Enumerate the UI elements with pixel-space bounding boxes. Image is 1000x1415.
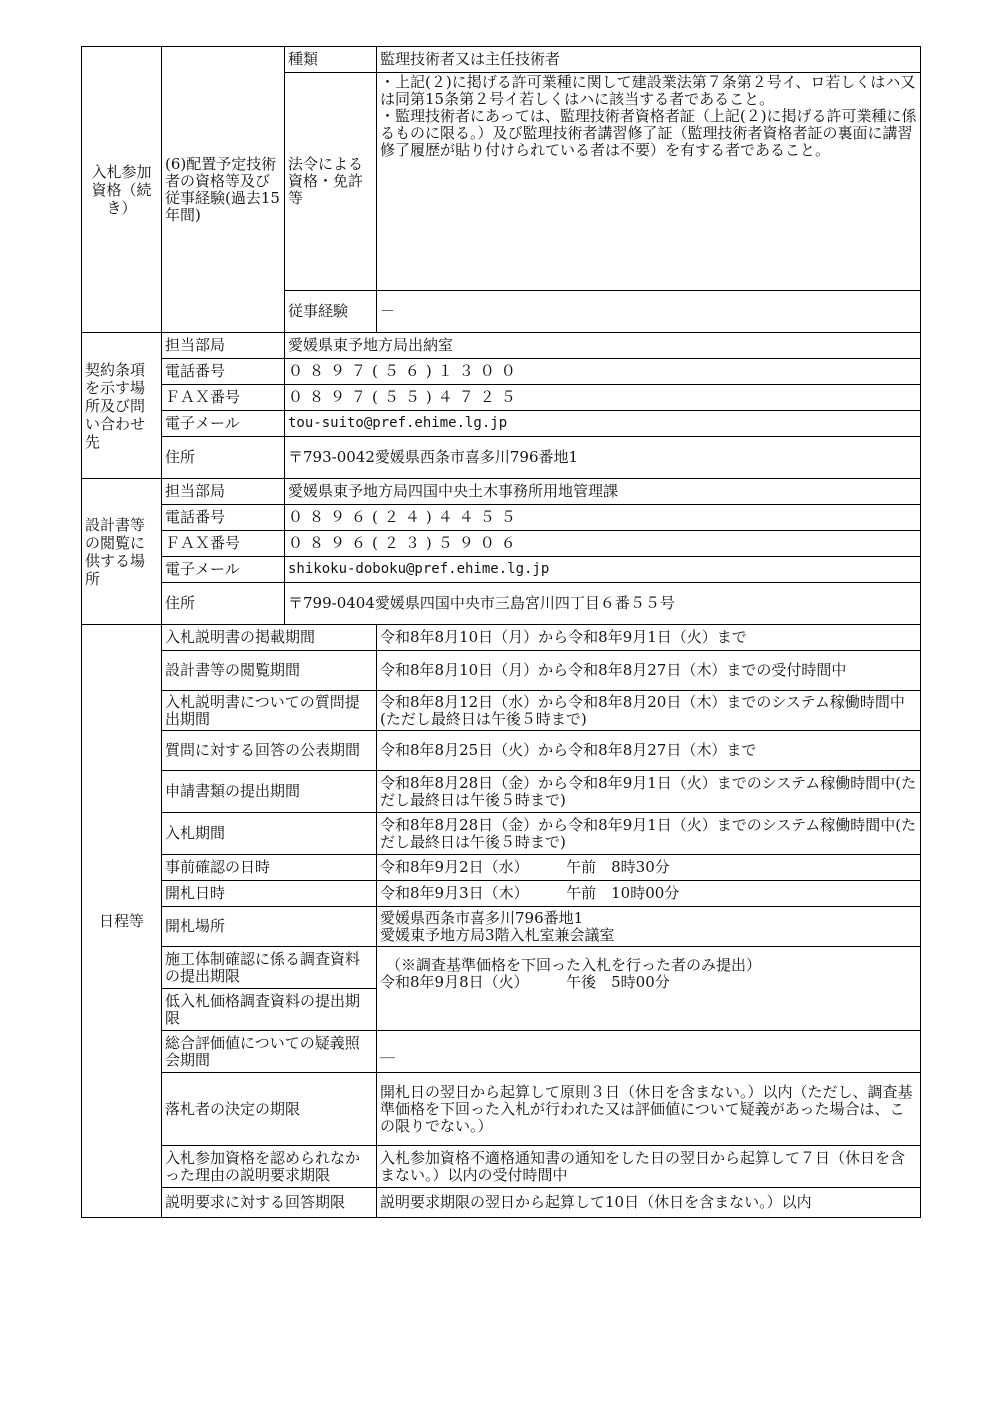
contract-email-label: 電子メール — [162, 411, 285, 437]
experience-label: 従事経験 — [285, 291, 377, 333]
kind-value: 監理技術者又は主任技術者 — [377, 47, 921, 73]
contract-tel-value: ０８９７(５６)１３００ — [285, 359, 921, 385]
schedule-label: 開札日時 — [162, 881, 377, 907]
schedule-label: 入札説明書の掲載期間 — [162, 625, 377, 651]
contract-dept-value: 愛媛県東予地方局出納室 — [285, 333, 921, 359]
contract-fax-label: ＦＡＸ番号 — [162, 385, 285, 411]
design-email-value: shikoku-doboku@pref.ehime.lg.jp — [285, 557, 921, 583]
schedule-label: 質問に対する回答の公表期間 — [162, 731, 377, 771]
schedule-value: 令和8年8月28日（金）から令和8年9月1日（火）までのシステム稼働時間中(ただし最終日は午後５時まで) — [377, 813, 921, 855]
kind-label: 種類 — [285, 47, 377, 73]
license-text-2: ・監理技術者にあっては、監理技術者資格者証（上記(２)に掲げる許可業種に係るものに限る。）及び監理技術者講習修了証（監理技術者資格者証の裏面に講習修了履歴が貼り付けられている者は不要）を有する者であること。 — [380, 107, 917, 159]
design-tel-label: 電話番号 — [162, 505, 285, 531]
schedule-label: 事前確認の日時 — [162, 855, 377, 881]
design-dept-label: 担当部局 — [162, 479, 285, 505]
contract-email-value: tou-suito@pref.ehime.lg.jp — [285, 411, 921, 437]
qualification-item: (6)配置予定技術者の資格等及び従事経験(過去15年間) — [162, 47, 285, 333]
schedule-label: 入札参加資格を認められなかった理由の説明要求期限 — [162, 1146, 377, 1188]
design-email-label: 電子メール — [162, 557, 285, 583]
survey-deadline: 令和8年9月8日（火） 午後 5時00分 — [380, 973, 670, 991]
schedule-value: 令和8年8月25日（火）から令和8年8月27日（木）まで — [377, 731, 921, 771]
schedule-value — [377, 907, 921, 947]
schedule-value: 令和8年8月28日（金）から令和8年9月1日（火）までのシステム稼働時間中(ただし最終日は午後５時まで) — [377, 771, 921, 813]
design-address-value: 〒799-0404愛媛県四国中央市三島宮川四丁目６番５５号 — [285, 583, 921, 625]
schedule-label: 施工体制確認に係る調査資料の提出期限 — [162, 947, 377, 989]
schedule-value: 令和8年9月2日（水） 午前 8時30分 — [377, 855, 921, 881]
section-qualification: 入札参加資格（続き） — [82, 47, 162, 333]
license-label: 法令による資格・免許等 — [285, 73, 377, 291]
survey-deadline-value — [377, 947, 921, 1031]
schedule-label: 開札場所 — [162, 907, 377, 947]
schedule-label: 低入札価格調査資料の提出期限 — [162, 989, 377, 1031]
schedule-value: 説明要求期限の翌日から起算して10日（休日を含まない。）以内 — [377, 1188, 921, 1218]
schedule-value: 令和8年8月12日（水）から令和8年8月20日（木）までのシステム稼働時間中(ただし最終日は午後５時まで) — [377, 691, 921, 731]
survey-note: （※調査基準価格を下回った入札を行った者のみ提出） — [386, 956, 762, 974]
contract-dept-label: 担当部局 — [162, 333, 285, 359]
bid-opening-room: 愛媛東予地方局3階入札室兼会議室 — [380, 925, 615, 944]
section-contract-contact: 契約条項を示す場所及び問い合わせ先 — [82, 333, 162, 479]
bid-opening-address: 愛媛県西条市喜多川796番地1 — [380, 908, 584, 927]
tender-info-table — [81, 46, 921, 1218]
experience-value: － — [377, 291, 921, 333]
schedule-label: 総合評価値についての疑義照会期間 — [162, 1031, 377, 1073]
schedule-value: 令和8年8月10日（月）から令和8年8月27日（木）までの受付時間中 — [377, 651, 921, 691]
license-value — [377, 73, 921, 291]
contract-address-label: 住所 — [162, 437, 285, 479]
schedule-label: 入札説明書についての質問提出期間 — [162, 691, 377, 731]
section-design-viewing: 設計書等の閲覧に供する場所 — [82, 479, 162, 625]
contract-tel-label: 電話番号 — [162, 359, 285, 385]
contract-fax-value: ０８９７(５５)４７２５ — [285, 385, 921, 411]
design-tel-value: ０８９６(２４)４４５５ — [285, 505, 921, 531]
section-schedule: 日程等 — [82, 625, 162, 1218]
license-text-1: ・上記(２)に掲げる許可業種に関して建設業法第７条第２号イ、ロ若しくはハ又は同第15条第２号イ若しくはハに該当する者であること。 — [380, 73, 916, 108]
schedule-label: 入札期間 — [162, 813, 377, 855]
design-fax-value: ０８９６(２３)５９０６ — [285, 531, 921, 557]
design-fax-label: ＦＡＸ番号 — [162, 531, 285, 557]
design-dept-value: 愛媛県東予地方局四国中央土木事務所用地管理課 — [285, 479, 921, 505]
schedule-label: 申請書類の提出期間 — [162, 771, 377, 813]
schedule-label: 設計書等の閲覧期間 — [162, 651, 377, 691]
schedule-value: 令和8年9月3日（木） 午前 10時00分 — [377, 881, 921, 907]
contract-address-value: 〒793-0042愛媛県西条市喜多川796番地1 — [285, 437, 921, 479]
schedule-label: 落札者の決定の期限 — [162, 1073, 377, 1146]
design-address-label: 住所 — [162, 583, 285, 625]
schedule-value: 令和8年8月10日（月）から令和8年9月1日（火）まで — [377, 625, 921, 651]
schedule-value: 開札日の翌日から起算して原則３日（休日を含まない。）以内（ただし、調査基準価格を下回った入札が行われた又は評価値について疑義があった場合は、この限りでない。） — [377, 1073, 921, 1146]
schedule-label: 説明要求に対する回答期限 — [162, 1188, 377, 1218]
schedule-value: 入札参加資格不適格通知書の通知をした日の翌日から起算して７日（休日を含まない。）以内の受付時間中 — [377, 1146, 921, 1188]
schedule-value: ＿ — [377, 1031, 921, 1073]
